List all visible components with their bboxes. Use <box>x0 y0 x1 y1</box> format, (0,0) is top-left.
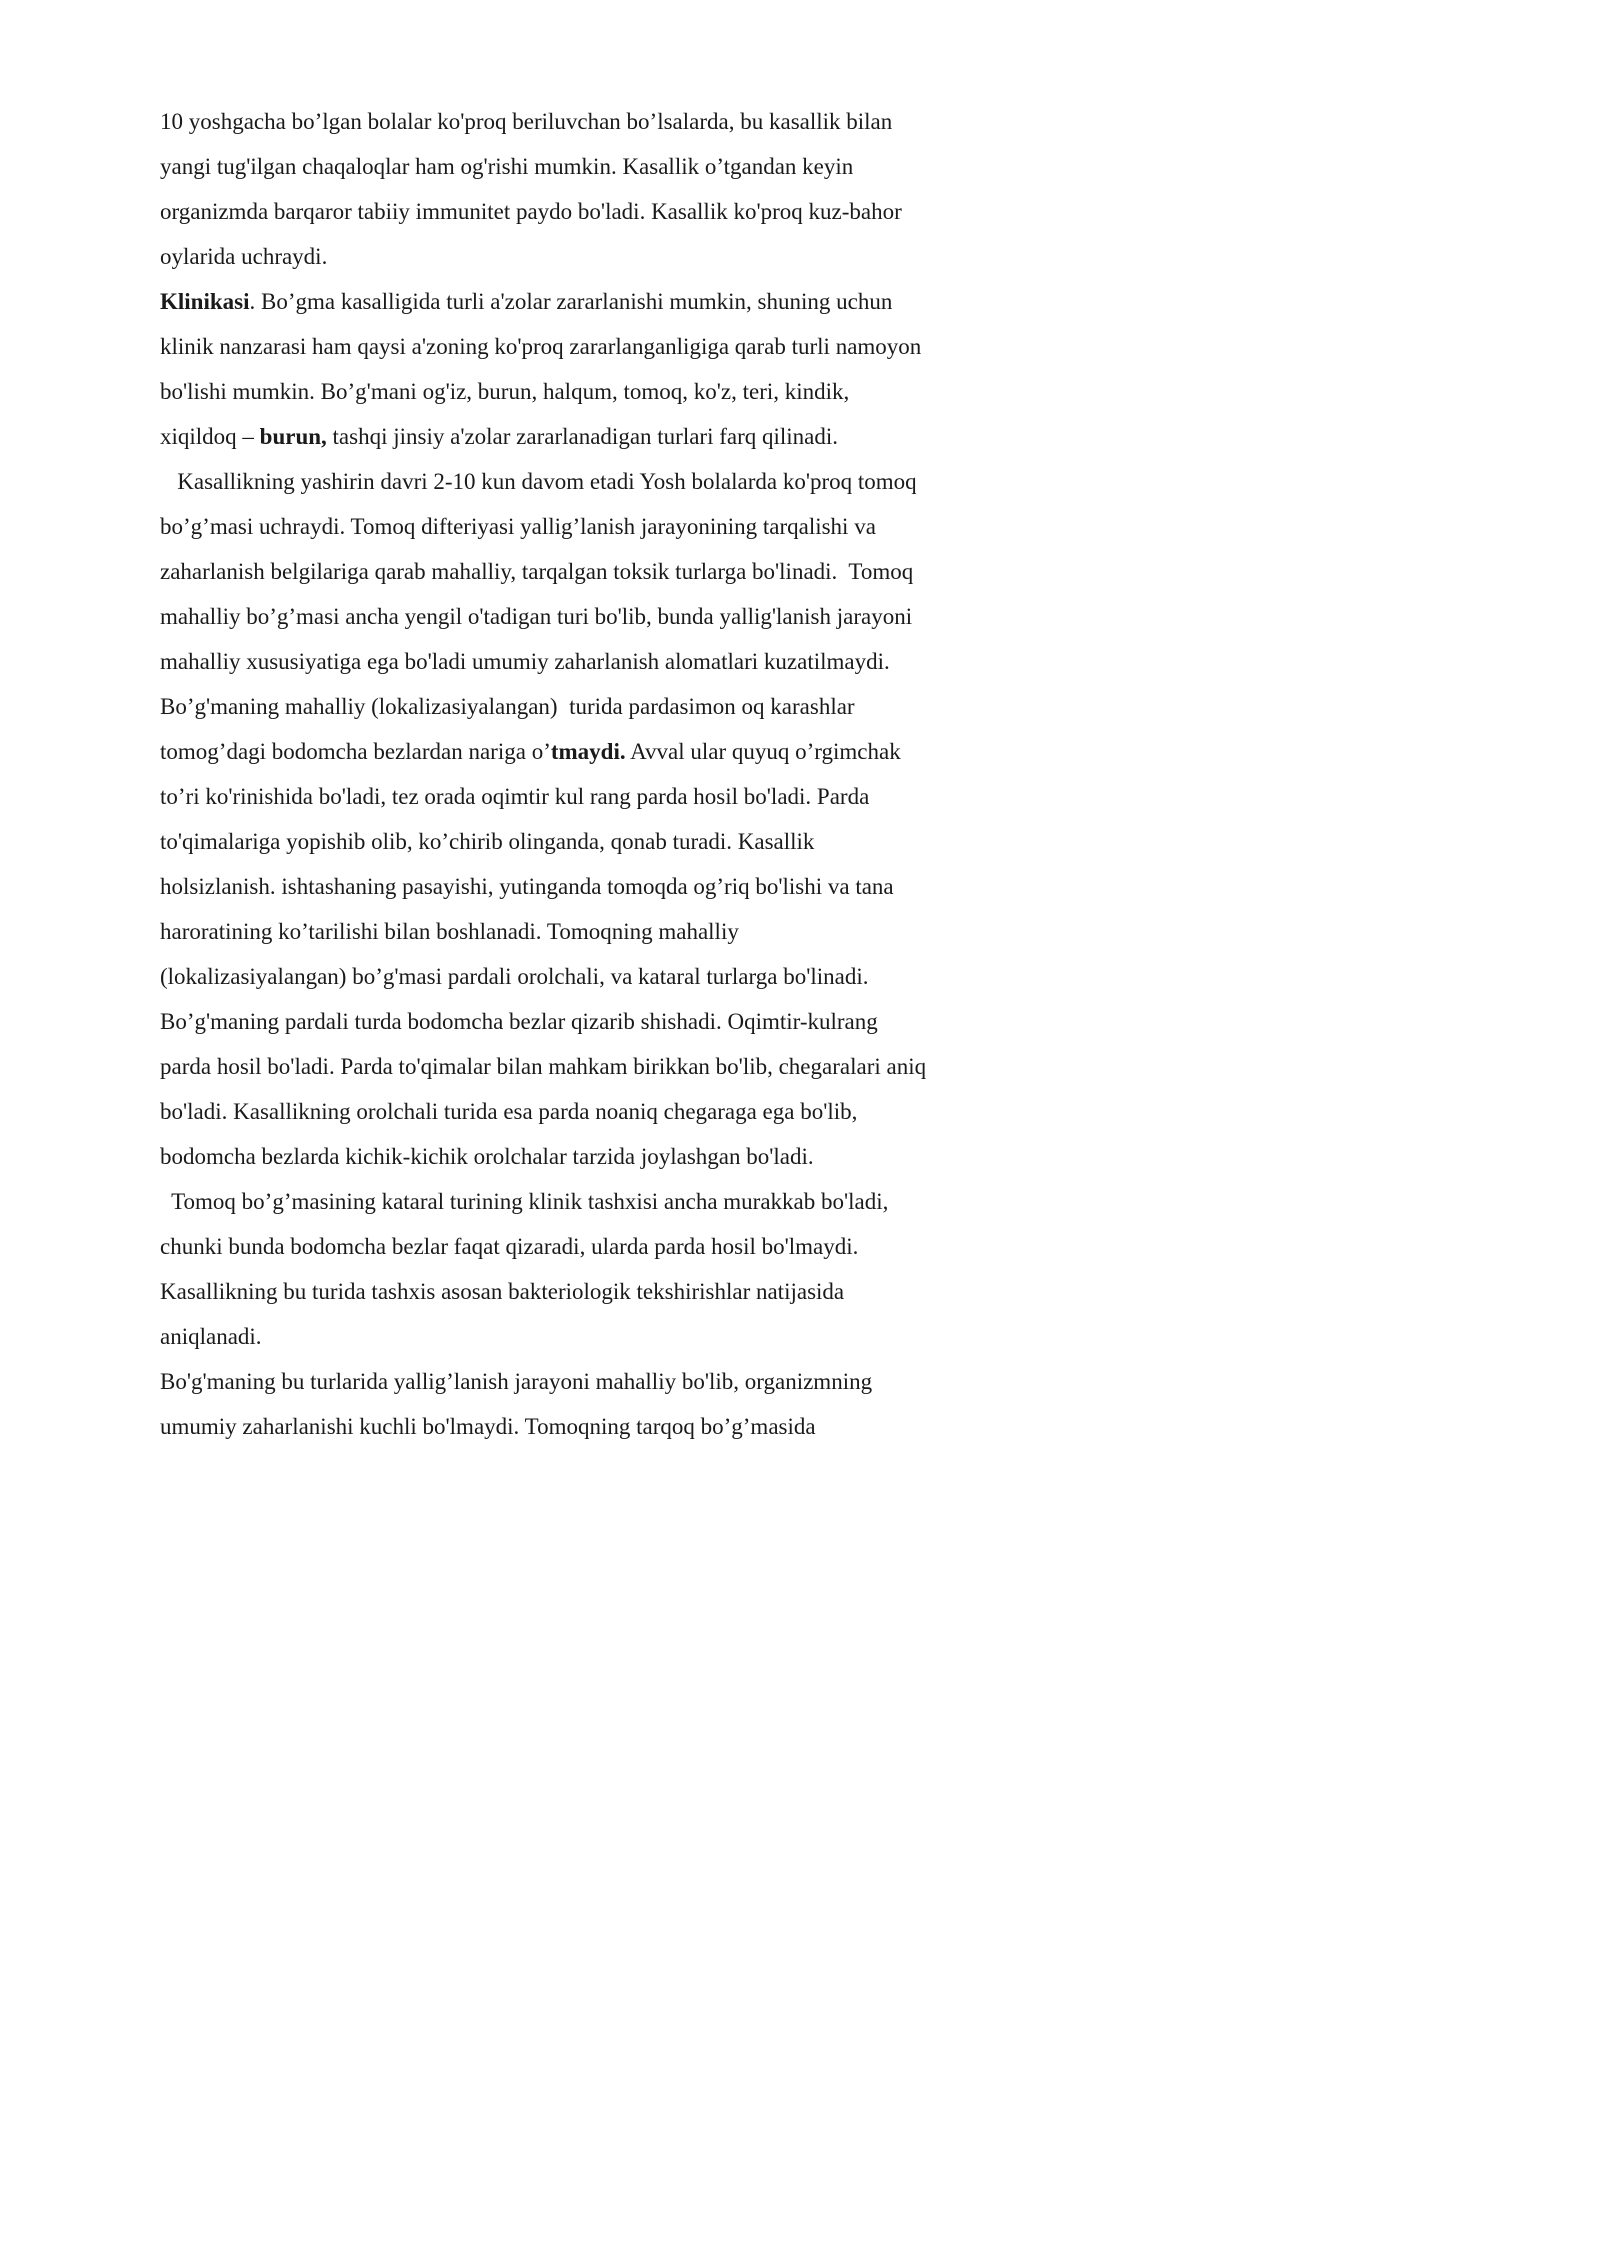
text-run: chunki bunda bodomcha bezlar faqat qizaradi, ularda parda hosil bo'lmaydi. <box>160 1234 859 1259</box>
text-line <box>160 965 868 988</box>
text-run: haroratining ko’tarilishi bilan boshlanadi. Tomoqning mahalliy <box>160 919 739 944</box>
bold-run: tmaydi. <box>550 739 626 764</box>
text-line <box>160 695 855 718</box>
text-line <box>160 110 892 133</box>
text-line <box>160 290 892 313</box>
text-run: tomog’dagi bodomcha bezlardan nariga o’ <box>160 739 551 764</box>
text-run: holsizlanish. ishtashaning pasayishi, yutinganda tomoqda og’riq bo'lishi va tana <box>160 874 894 899</box>
text-line <box>160 425 838 448</box>
text-run: to'qimalariga yopishib olib, ko’chirib olinganda, qonab turadi. Kasallik <box>160 829 815 854</box>
text-run: mahalliy bo’g’masi ancha yengil o'tadigan turi bo'lib, bunda yallig'lanish jarayoni <box>160 604 913 629</box>
text-run: parda hosil bo'ladi. Parda to'qimalar bilan mahkam birikkan bo'lib, chegaralari aniq <box>160 1054 927 1079</box>
text-run: tashqi jinsiy a'zolar zararlanadigan turlari farq qilinadi. <box>326 424 839 449</box>
text-run: klinik nanzarasi ham qaysi a'zoning ko'proq zararlanganligiga qarab turli namoyon <box>160 334 922 359</box>
text-run: aniqlanadi. <box>160 1324 262 1349</box>
text-run: organizmda barqaror tabiiy immunitet paydo bo'ladi. Kasallik ko'proq kuz-bahor <box>160 199 902 224</box>
text-line <box>160 1055 926 1078</box>
text-run: zaharlanish belgilariga qarab mahalliy, tarqalgan toksik turlarga bo'linadi. Tomoq <box>160 559 914 584</box>
text-line <box>160 650 890 673</box>
text-run: mahalliy xususiyatiga ega bo'ladi umumiy zaharlanish alomatlari kuzatilmaydi. <box>160 649 890 674</box>
text-line <box>160 1325 262 1348</box>
text-line <box>160 830 814 853</box>
document-page <box>0 0 1100 1556</box>
text-run: Kasallikning yashirin davri 2-10 kun davom etadi Yosh bolalarda ko'proq tomoq <box>160 469 917 494</box>
text-run: oylarida uchraydi. <box>160 244 328 269</box>
text-line <box>160 200 902 223</box>
text-run: bo'lishi mumkin. Bo’g'mani og'iz, burun, halqum, tomoq, ko'z, teri, kindik, <box>160 379 850 404</box>
text-line <box>160 470 917 493</box>
text-line <box>160 920 739 943</box>
text-run: Bo’g'maning mahalliy (lokalizasiyalangan) turida pardasimon oq karashlar <box>160 694 855 719</box>
text-line <box>160 560 913 583</box>
text-line <box>160 1280 844 1303</box>
text-line <box>160 1010 878 1033</box>
text-run: Tomoq bo’g’masining kataral turining klinik tashxisi ancha murakkab bo'ladi, <box>160 1189 889 1214</box>
text-run: . Bo’gma kasalligida turli a'zolar zararlanishi mumkin, shuning uchun <box>249 289 893 314</box>
bold-run: Klinikasi <box>160 289 250 314</box>
text-line <box>160 245 327 268</box>
text-line <box>160 155 853 178</box>
text-run: Avval ular quyuq o’rgimchak <box>625 739 901 764</box>
text-run: bo'ladi. Kasallikning orolchali turida esa parda noaniq chegaraga ega bo'lib, <box>160 1099 858 1124</box>
text-line <box>160 1145 814 1168</box>
text-run: umumiy zaharlanishi kuchli bo'lmaydi. Tomoqning tarqoq bo’g’masida <box>160 1414 816 1439</box>
text-line <box>160 1190 888 1213</box>
text-line <box>160 380 849 403</box>
text-line <box>160 515 876 538</box>
text-run: bo’g’masi uchraydi. Tomoq difteriyasi yallig’lanish jarayonining tarqalishi va <box>160 514 876 539</box>
text-line <box>160 335 921 358</box>
text-line <box>160 1235 858 1258</box>
text-line <box>160 785 869 808</box>
text-run: Bo'g'maning bu turlarida yallig’lanish jarayoni mahalliy bo'lib, organizmning <box>160 1369 873 1394</box>
text-run: xiqildoq – <box>160 424 260 449</box>
text-line <box>160 1415 816 1438</box>
text-run: to’ri ko'rinishida bo'ladi, tez orada oqimtir kul rang parda hosil bo'ladi. Parda <box>160 784 870 809</box>
text-line <box>160 875 894 898</box>
text-run: Kasallikning bu turida tashxis asosan bakteriologik tekshirishlar natijasida <box>160 1279 845 1304</box>
text-line <box>160 1100 857 1123</box>
text-line <box>160 605 912 628</box>
text-line <box>160 740 901 763</box>
text-run: bodomcha bezlarda kichik-kichik orolchalar tarzida joylashgan bo'ladi. <box>160 1144 814 1169</box>
text-run: Bo’g'maning pardali turda bodomcha bezlar qizarib shishadi. Oqimtir-kulrang <box>160 1009 878 1034</box>
text-run: 10 yoshgacha bo’lgan bolalar ko'proq beriluvchan bo’lsalarda, bu kasallik bilan <box>160 109 893 134</box>
text-run: (lokalizasiyalangan) bo’g'masi pardali orolchali, va kataral turlarga bo'linadi. <box>160 964 869 989</box>
bold-run: burun, <box>259 424 327 449</box>
text-run: yangi tug'ilgan chaqaloqlar ham og'rishi mumkin. Kasallik o’tgandan keyin <box>160 154 854 179</box>
text-line <box>160 1370 872 1393</box>
